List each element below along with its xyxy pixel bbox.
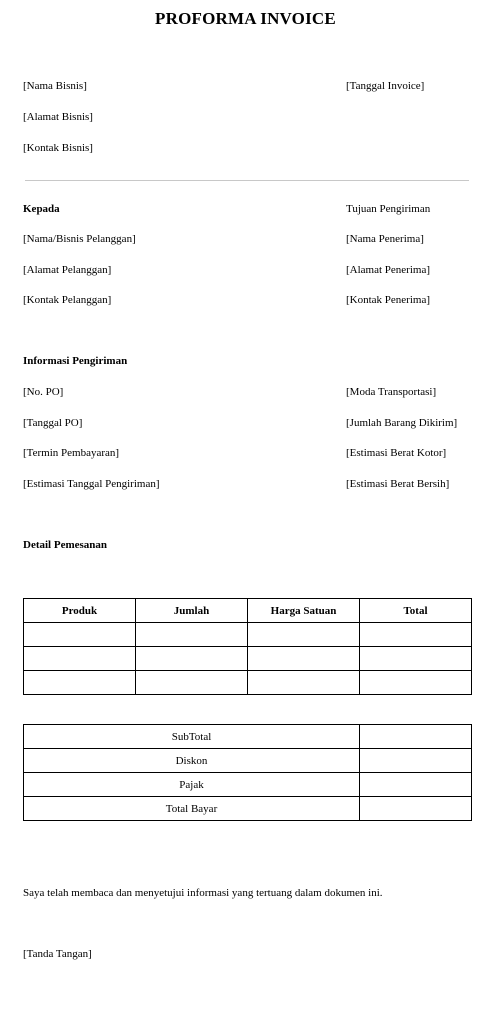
summary-row-discount <box>24 749 472 773</box>
po-date: [Tanggal PO] <box>23 417 83 429</box>
signature-placeholder: [Tanda Tangan] <box>23 948 92 960</box>
summary-row-subtotal <box>24 725 472 749</box>
business-name: [Nama Bisnis] <box>23 80 87 92</box>
payment-terms: [Termin Pembayaran] <box>23 447 120 459</box>
recipient-address: [Alamat Pelanggan] <box>23 264 112 276</box>
total-value <box>360 797 472 821</box>
divider <box>25 180 469 181</box>
item-count: [Jumlah Barang Dikirim] <box>346 417 458 429</box>
subtotal-value <box>360 725 472 749</box>
table-cell <box>360 671 472 695</box>
column-header-unit-price: Harga Satuan <box>248 599 360 623</box>
estimated-ship-date: [Estimasi Tanggal Pengiriman] <box>23 478 160 490</box>
table-cell <box>24 671 136 695</box>
total-label: Total Bayar <box>24 797 360 821</box>
transport-mode: [Moda Transportasi] <box>346 386 437 398</box>
table-cell <box>248 623 360 647</box>
subtotal-label: SubTotal <box>24 725 360 749</box>
shipping-heading: Informasi Pengiriman <box>23 355 128 367</box>
column-header-total: Total <box>360 599 472 623</box>
table-cell <box>136 671 248 695</box>
discount-value <box>360 749 472 773</box>
table-cell <box>136 623 248 647</box>
discount-label: Diskon <box>24 749 360 773</box>
invoice-date: [Tanggal Invoice] <box>346 80 425 92</box>
summary-row-tax <box>24 773 472 797</box>
table-cell <box>24 647 136 671</box>
net-weight: [Estimasi Berat Bersih] <box>346 478 450 490</box>
table-cell <box>24 623 136 647</box>
table-cell <box>136 647 248 671</box>
destination-address: [Alamat Penerima] <box>346 264 430 276</box>
table-row <box>24 647 472 671</box>
summary-table <box>23 724 472 821</box>
table-header-row <box>24 599 472 623</box>
table-row <box>24 623 472 647</box>
business-address: [Alamat Bisnis] <box>23 111 93 123</box>
table-cell <box>248 671 360 695</box>
order-heading: Detail Pemesanan <box>23 539 108 551</box>
destination-contact: [Kontak Penerima] <box>346 294 430 306</box>
table-cell <box>360 623 472 647</box>
column-header-quantity: Jumlah <box>136 599 248 623</box>
agreement-statement: Saya telah membaca dan menyetujui informasi yang tertuang dalam dokumen ini. <box>23 887 383 899</box>
recipient-contact: [Kontak Pelanggan] <box>23 294 112 306</box>
po-number: [No. PO] <box>23 386 64 398</box>
order-table <box>23 598 472 695</box>
recipient-name: [Nama/Bisnis Pelanggan] <box>23 233 136 245</box>
gross-weight: [Estimasi Berat Kotor] <box>346 447 447 459</box>
tax-label: Pajak <box>24 773 360 797</box>
table-cell <box>360 647 472 671</box>
table-cell <box>248 647 360 671</box>
business-contact: [Kontak Bisnis] <box>23 142 93 154</box>
table-row <box>24 671 472 695</box>
column-header-product: Produk <box>24 599 136 623</box>
recipient-heading: Kepada <box>23 203 60 215</box>
destination-name: [Nama Penerima] <box>346 233 424 245</box>
summary-row-total <box>24 797 472 821</box>
document-title: PROFORMA INVOICE <box>155 9 336 28</box>
tax-value <box>360 773 472 797</box>
destination-heading: Tujuan Pengiriman <box>346 203 431 215</box>
